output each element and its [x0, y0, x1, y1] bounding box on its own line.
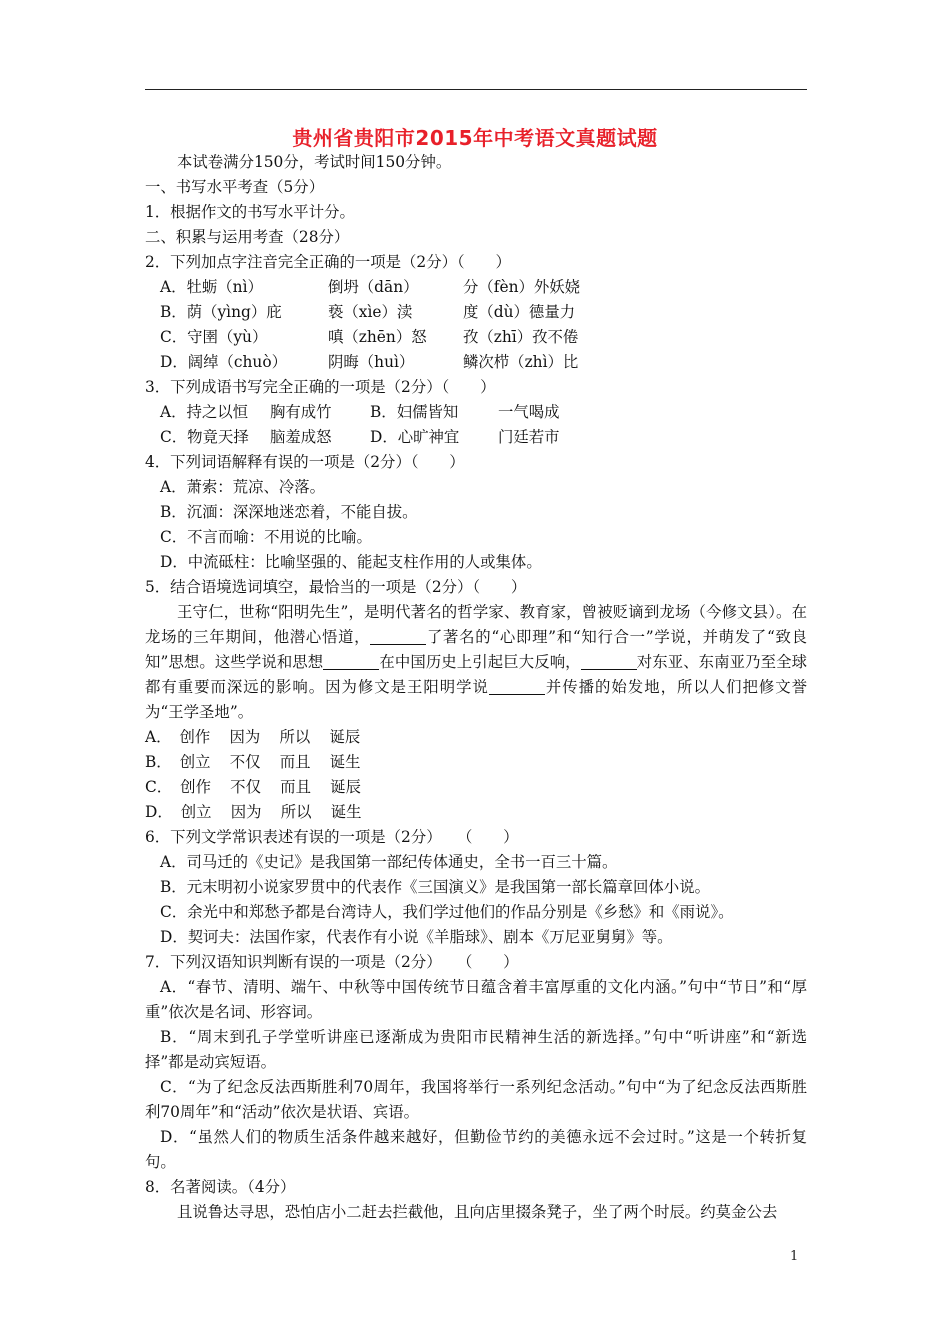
option-label: D． — [145, 803, 173, 821]
passage-text: 并传播的始发地，所以人们把修文誉为“王学圣地”。 — [145, 678, 807, 721]
passage-text: 在中国历史上引起巨大反响， — [379, 653, 581, 671]
question-7-option-a: A．“春节、清明、端午、中秋等中国传统节日蕴含着丰富厚重的文化内涵。”句中“节日”和“厚重”依次是名词、形容词。 — [145, 978, 807, 1021]
option-cell: 脑羞成怒 — [270, 428, 332, 446]
fill-blank — [323, 654, 379, 670]
question-5-passage — [145, 600, 807, 725]
passage-text: 王守仁，世称“阳明先生”，是明代著名的哲学家、教育家，曾被贬谪到龙场（今修文县）。在龙场的三年期间，他潜心悟道， — [145, 603, 807, 646]
option-label: B． — [145, 753, 172, 771]
question-5-option-a — [145, 725, 807, 750]
option-cell: 门廷若市 — [498, 428, 560, 446]
question-3-row-2 — [145, 425, 807, 450]
option-word: 因为 — [229, 728, 261, 746]
fill-blank — [489, 679, 545, 695]
option-cell: 亵（xìe）渎 — [328, 303, 413, 321]
option-label: A． — [145, 728, 172, 746]
option-cell: 孜（zhī）孜不倦 — [463, 328, 579, 346]
option-word: 所以 — [279, 728, 311, 746]
option-cell: 鳞次栉（zhì）比 — [463, 353, 579, 371]
question-7-option-b: B．“周末到孔子学堂听讲座已逐渐成为贵阳市民精神生活的新选择。”句中“听讲座”和“新选择”都是动宾短语。 — [145, 1028, 807, 1071]
question-6-stem: 6．下列文学常识表述有误的一项是（2分） （ ） — [145, 828, 519, 846]
question-5-stem: 5．结合语境选词填空，最恰当的一项是（2分）（ ） — [145, 578, 527, 596]
question-4-option-c: C．不言而喻：不用说的比喻。 — [160, 528, 372, 546]
option-word: 所以 — [280, 803, 312, 821]
question-5-option-c — [145, 775, 807, 800]
option-word: 诞生 — [330, 803, 362, 821]
option-word: 而且 — [279, 753, 311, 771]
passage-text: 对东亚、东南亚乃至全球都有重要而深远的影响。因为修文是王阳明学说 — [145, 653, 807, 696]
question-8-stem: 8．名著阅读。（4分） — [145, 1178, 296, 1196]
option-word: 创立 — [180, 803, 212, 821]
passage-text: 了著名的“心即理”和“知行合一”学说，并萌发了“致良知”思想。这些学说和思想 — [145, 628, 807, 671]
option-word: 诞辰 — [330, 778, 361, 796]
option-cell: 倒坍（dān） — [328, 278, 419, 296]
question-3-row-1 — [145, 400, 807, 425]
question-6-option-b: B．元末明初小说家罗贯中的代表作《三国演义》是我国第一部长篇章回体小说。 — [160, 878, 710, 896]
option-cell: A．持之以恒 — [160, 403, 249, 421]
option-word: 因为 — [230, 803, 262, 821]
question-7-option-c: C．“为了纪念反法西斯胜利70周年，我国将举行一系列纪念活动。”句中“为了纪念反法西斯胜利70周年”和“活动”依次是状语、宾语。 — [145, 1078, 807, 1121]
option-cell: B．妇儒皆知 — [370, 403, 459, 421]
option-word: 创作 — [179, 728, 211, 746]
question-2-row-a — [145, 275, 807, 300]
option-cell: C．守圉（yù） — [160, 328, 268, 346]
question-6-option-c: C．余光中和郑愁予都是台湾诗人，我们学过他们的作品分别是《乡愁》和《雨说》。 — [160, 903, 734, 921]
option-word: 不仅 — [229, 753, 261, 771]
option-cell: 一气喝成 — [498, 403, 560, 421]
question-2-row-b — [145, 300, 807, 325]
option-cell: C．物竟天择 — [160, 428, 249, 446]
question-1: 1．根据作文的书写水平计分。 — [145, 203, 355, 221]
option-cell: 嗔（zhēn）怒 — [328, 328, 427, 346]
option-cell: A．牡蛎（nì） — [160, 278, 263, 296]
question-4-option-a: A．萧索：荒凉、冷落。 — [160, 478, 326, 496]
question-3-stem: 3．下列成语书写完全正确的一项是（2分）（ ） — [145, 378, 496, 396]
option-word: 诞生 — [329, 753, 361, 771]
question-5-option-b — [145, 750, 807, 775]
question-8-passage: 且说鲁达寻思，恐怕店小二赶去拦截他，且向店里掇条凳子，坐了两个时辰。约莫金公去 — [177, 1203, 778, 1221]
question-2-row-d — [145, 350, 807, 375]
option-word: 创立 — [179, 753, 211, 771]
option-cell: B．荫（yìng）庇 — [160, 303, 282, 321]
fill-blank — [581, 654, 637, 670]
option-word: 不仅 — [230, 778, 261, 796]
page-number: 1 — [790, 1249, 799, 1264]
question-2-stem: 2．下列加点字注音完全正确的一项是（2分）（ ） — [145, 253, 511, 271]
question-6-option-a: A．司马迁的《史记》是我国第一部纪传体通史，全书一百三十篇。 — [160, 853, 618, 871]
intro-text: 本试卷满分150分，考试时间150分钟。 — [177, 153, 452, 171]
option-cell: 阴晦（huì） — [328, 353, 415, 371]
option-cell: 胸有成竹 — [270, 403, 332, 421]
document-body — [145, 150, 807, 1225]
option-word: 诞辰 — [329, 728, 361, 746]
fill-blank — [370, 629, 426, 645]
question-7-stem: 7．下列汉语知识判断有误的一项是（2分） （ ） — [145, 953, 519, 971]
option-label: C． — [145, 778, 173, 796]
question-4-option-b: B．沉湎：深深地迷恋着，不能自拔。 — [160, 503, 418, 521]
question-4-stem: 4．下列词语解释有误的一项是（2分）（ ） — [145, 453, 465, 471]
section-heading-2: 二、积累与运用考查（28分） — [145, 228, 350, 246]
option-cell: 分（fèn）外妖娆 — [463, 278, 581, 296]
section-heading-1: 一、书写水平考查（5分） — [145, 178, 325, 196]
option-word: 而且 — [280, 778, 311, 796]
option-cell: D．阔绰（chuò） — [160, 353, 288, 371]
document-title: 贵州省贵阳市2015年中考语文真题试题 — [292, 126, 658, 150]
option-cell: D．心旷神宜 — [370, 428, 460, 446]
question-5-option-d — [145, 800, 807, 825]
header-rule — [145, 89, 807, 90]
question-7-option-d: D．“虽然人们的物质生活条件越来越好，但勤俭节约的美德永远不会过时。”这是一个转折复句。 — [145, 1128, 807, 1171]
question-4-option-d: D．中流砥柱：比喻坚强的、能起支柱作用的人或集体。 — [160, 553, 542, 571]
question-2-row-c — [145, 325, 807, 350]
question-6-option-d: D．契诃夫：法国作家，代表作有小说《羊脂球》、剧本《万尼亚舅舅》等。 — [160, 928, 673, 946]
option-cell: 度（dù）德量力 — [463, 303, 576, 321]
option-word: 创作 — [180, 778, 211, 796]
